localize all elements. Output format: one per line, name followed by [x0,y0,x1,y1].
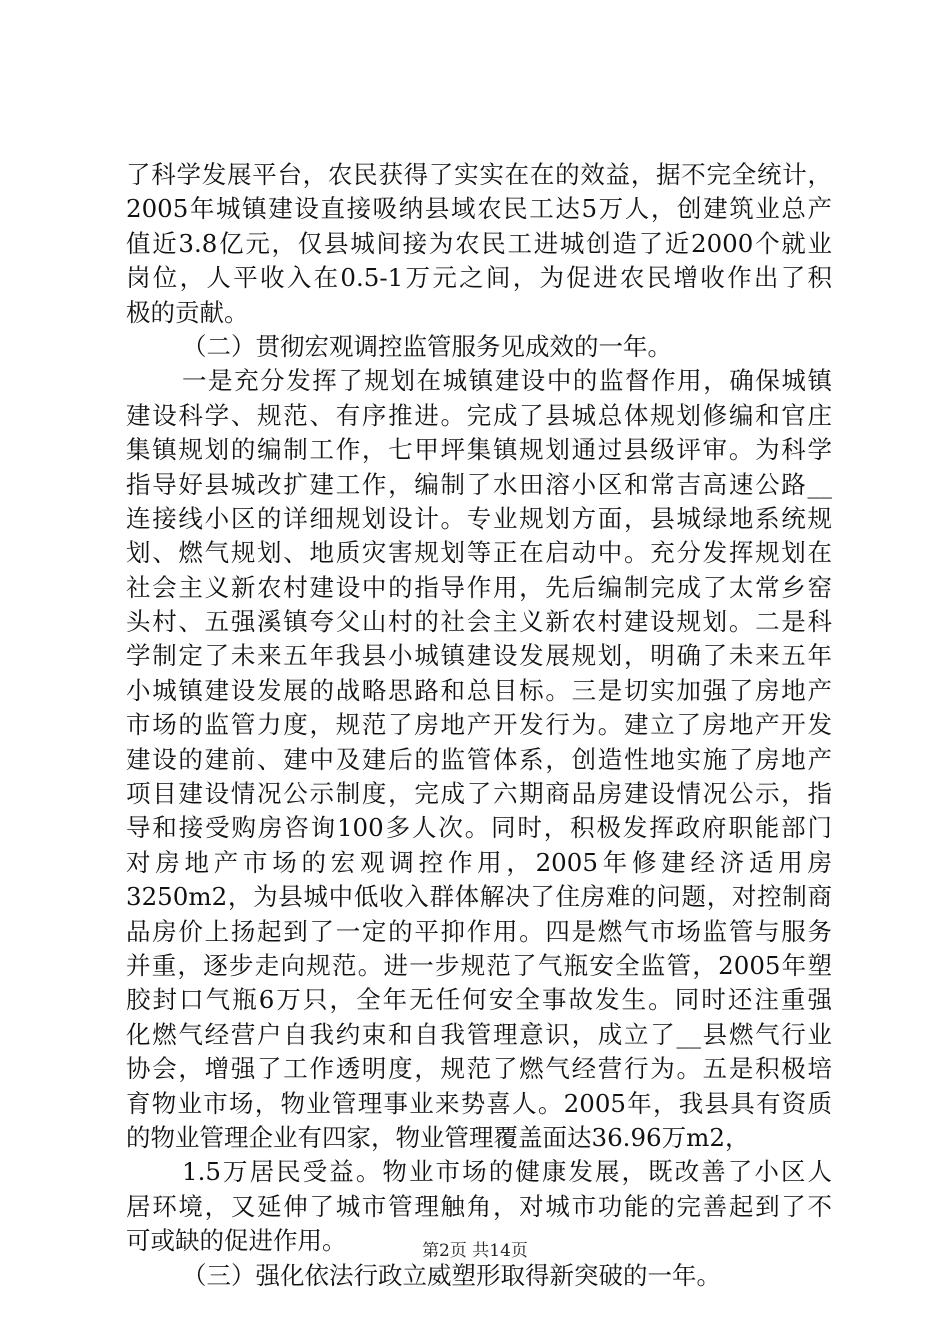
text-line-7: 一是充分发挥了规划在城镇建设中的监督作用，确保城镇 [182,366,832,396]
text-line-10: 指导好县城改扩建工作，编制了水田溶小区和常吉高速公路__ [126,469,832,499]
text-line-28: 育物业市场，物业管理事业来势喜人。2005年，我县具有资质 [126,1088,832,1118]
text-line-29: 的物业管理企业有四家，物业管理覆盖面达36.96万m2， [126,1122,750,1152]
text-line-11: 连接线小区的详细规划设计。专业规划方面，县城绿地系统规 [126,503,832,533]
text-line-32: 可或缺的促进作用。 [126,1226,347,1256]
text-line-25: 胶封口气瓶6万只，全年无任何安全事故发生。同时还注重强 [126,985,832,1015]
section-heading-3: （三）强化依法行政立威塑形取得新突破的一年。 [182,1260,721,1290]
text-line-15: 学制定了未来五年我县小城镇建设发展规划，明确了未来五年 [126,641,832,671]
text-line-5: 极的贡献。 [126,297,249,327]
text-line-22: 3250m2，为县城中低收入群体解决了住房难的问题，对控制商 [126,882,832,912]
text-line-30: 1.5万居民受益。物业市场的健康发展，既改善了小区人 [182,1157,832,1187]
text-line-14: 头村、五强溪镇夸父山村的社会主义新农村建设规划。二是科 [126,607,832,637]
text-line-4: 岗位，人平收入在0.5-1万元之间，为促进农民增收作出了积 [126,263,832,293]
text-line-17: 市场的监管力度，规范了房地产开发行为。建立了房地产开发 [126,710,832,740]
text-line-13: 社会主义新农村建设中的指导作用，先后编制完成了太常乡窑 [126,572,832,602]
text-line-26: 化燃气经营户自我约束和自我管理意识，成立了__县燃气行业 [126,1019,832,1049]
text-line-21: 对房地产市场的宏观调控作用，2005年修建经济适用房 [126,847,832,877]
text-line-24: 并重，逐步走向规范。进一步规范了气瓶安全监管，2005年塑 [126,950,832,980]
text-line-27: 协会，增强了工作透明度，规范了燃气经营行为。五是积极培 [126,1054,832,1084]
text-line-8: 建设科学、规范、有序推进。完成了县城总体规划修编和官庄 [126,400,832,430]
text-line-1: 了科学发展平台，农民获得了实实在在的效益，据不完全统计， [126,160,832,189]
text-line-16: 小城镇建设发展的战略思路和总目标。三是切实加强了房地产 [126,675,832,705]
text-line-19: 项目建设情况公示制度，完成了六期商品房建设情况公示，指 [126,779,832,809]
text-line-3: 值近3.8亿元，仅县城间接为农民工进城创造了近2000个就业 [126,228,832,258]
text-line-12: 划、燃气规划、地质灾害规划等正在启动中。充分发挥规划在 [126,538,832,568]
section-heading-2: （二）贯彻宏观调控监管服务见成效的一年。 [182,331,672,361]
document-body [126,158,832,1293]
text-line-20: 导和接受购房咨询100多人次。同时，积极发挥政府职能部门 [126,813,832,843]
text-line-23: 品房价上扬起到了一定的平抑作用。四是燃气市场监管与服务 [126,916,832,946]
page-number-footer: 第2页 共14页 [422,1241,528,1261]
text-line-18: 建设的建前、建中及建后的监管体系，创造性地实施了房地产 [126,744,832,774]
text-line-9: 集镇规划的编制工作，七甲坪集镇规划通过县级评审。为科学 [126,435,832,465]
text-line-2: 2005年城镇建设直接吸纳县域农民工达5万人，创建筑业总产 [126,194,832,224]
text-line-31: 居环境，又延伸了城市管理触角，对城市功能的完善起到了不 [126,1191,832,1221]
